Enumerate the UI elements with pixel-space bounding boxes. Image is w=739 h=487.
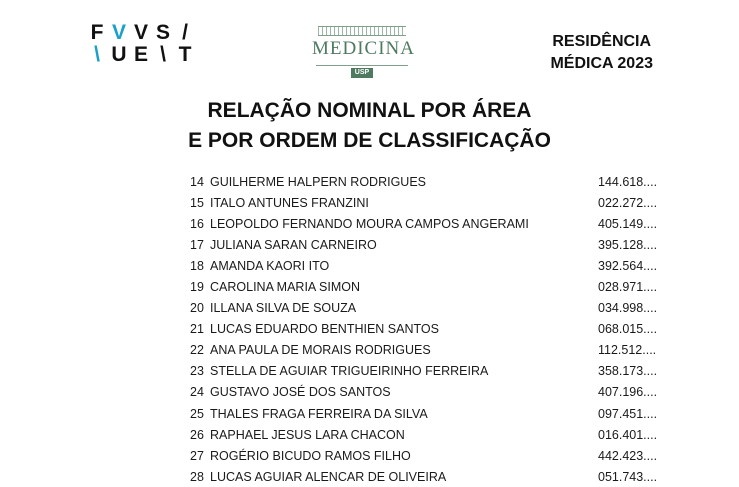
candidate-name: JULIANA SARAN CARNEIRO	[210, 237, 377, 252]
candidate-name: ROGÉRIO BICUDO RAMOS FILHO	[210, 448, 411, 463]
list-item	[190, 171, 670, 192]
rank-number: 14	[190, 174, 204, 189]
rank-number: 19	[190, 280, 204, 295]
fuvest-logo-row-2	[86, 44, 206, 66]
rank-number: 21	[190, 322, 204, 337]
list-item	[190, 466, 670, 487]
rank-number: 17	[190, 237, 204, 252]
logo-glyph: E	[133, 43, 148, 66]
medicina-usp-logo	[312, 26, 415, 76]
fuvest-logo-row-1	[86, 22, 206, 44]
rank-number: 15	[190, 195, 204, 210]
rank-number: 23	[190, 364, 204, 379]
candidate-name: THALES FRAGA FERREIRA DA SILVA	[210, 406, 428, 421]
candidate-id: 392.564....	[598, 258, 658, 273]
logo-glyph: /	[182, 21, 188, 44]
candidate-id: 395.128....	[598, 237, 658, 252]
candidate-name: ANA PAULA DE MORAIS RODRIGUES	[210, 343, 431, 358]
candidate-id: 016.401....	[598, 427, 658, 442]
list-item	[190, 382, 670, 403]
page-title-line-1: RELAÇÃO NOMINAL POR ÁREA	[207, 99, 532, 122]
logo-glyph: U	[111, 43, 127, 66]
page-title	[0, 96, 739, 156]
page-title-line-2: E POR ORDEM DE CLASSIFICAÇÃO	[188, 129, 551, 152]
candidate-name: LUCAS EDUARDO BENTHIEN SANTOS	[210, 322, 439, 337]
candidate-name: STELLA DE AGUIAR TRIGUEIRINHO FERREIRA	[210, 364, 489, 379]
list-item	[190, 298, 670, 319]
candidate-id: 405.149....	[598, 216, 658, 231]
candidate-name: LEOPOLDO FERNANDO MOURA CAMPOS ANGERAMI	[210, 216, 529, 231]
logo-glyph: S	[155, 21, 170, 44]
candidate-id: 144.618....	[598, 174, 658, 189]
candidate-id: 407.196....	[598, 385, 658, 400]
list-item	[190, 445, 670, 466]
candidate-id: 022.272....	[598, 195, 658, 210]
candidate-id: 097.451....	[598, 406, 658, 421]
candidate-id: 051.743....	[598, 469, 658, 484]
rank-number: 20	[190, 301, 204, 316]
list-item	[190, 255, 670, 276]
logo-bottom-rule	[312, 61, 412, 76]
logo-glyph: T	[178, 43, 192, 66]
residencia-heading	[550, 31, 653, 75]
list-item	[190, 234, 670, 255]
candidate-name: GUILHERME HALPERN RODRIGUES	[210, 174, 427, 189]
rank-number: 18	[190, 258, 204, 273]
list-item	[190, 192, 670, 213]
candidate-id: 034.998....	[598, 301, 658, 316]
candidate-id: 442.423....	[598, 448, 658, 463]
list-item	[190, 340, 670, 361]
list-item	[190, 213, 670, 234]
logo-glyph: \	[94, 43, 100, 66]
ranking-list	[190, 171, 670, 487]
logo-glyph: F	[90, 21, 104, 44]
list-item	[190, 361, 670, 382]
candidate-id: 028.971....	[598, 280, 658, 295]
candidate-name: LUCAS AGUIAR ALENCAR DE OLIVEIRA	[210, 469, 447, 484]
candidate-name: ILLANA SILVA DE SOUZA	[210, 301, 357, 316]
candidate-name: AMANDA KAORI ITO	[210, 258, 330, 273]
candidate-name: GUSTAVO JOSÉ DOS SANTOS	[210, 385, 391, 400]
list-item	[190, 276, 670, 297]
rank-number: 22	[190, 343, 204, 358]
residencia-line-1: RESIDÊNCIA	[552, 33, 652, 50]
usp-badge: USP	[351, 68, 373, 78]
rank-number: 25	[190, 406, 204, 421]
rank-number: 26	[190, 427, 204, 442]
list-item	[190, 424, 670, 445]
logo-glyph: \	[160, 43, 166, 66]
candidate-id: 068.015....	[598, 322, 658, 337]
candidate-id: 112.512....	[598, 343, 657, 358]
rank-number: 16	[190, 216, 204, 231]
candidate-name: RAPHAEL JESUS LARA CHACON	[210, 427, 405, 442]
list-item	[190, 403, 670, 424]
candidate-id: 358.173....	[598, 364, 658, 379]
fuvest-logo	[86, 22, 206, 72]
logo-glyph: V	[133, 21, 148, 44]
logo-glyph: V	[111, 21, 126, 44]
rank-number: 24	[190, 385, 204, 400]
logo-medicina-word: MEDICINA	[312, 38, 415, 59]
candidate-name: CAROLINA MARIA SIMON	[210, 280, 361, 295]
logo-ornament	[318, 26, 406, 36]
residencia-line-2: MÉDICA 2023	[550, 55, 653, 72]
candidate-name: ITALO ANTUNES FRANZINI	[210, 195, 369, 210]
list-item	[190, 319, 670, 340]
rank-number: 28	[190, 469, 204, 484]
rank-number: 27	[190, 448, 204, 463]
